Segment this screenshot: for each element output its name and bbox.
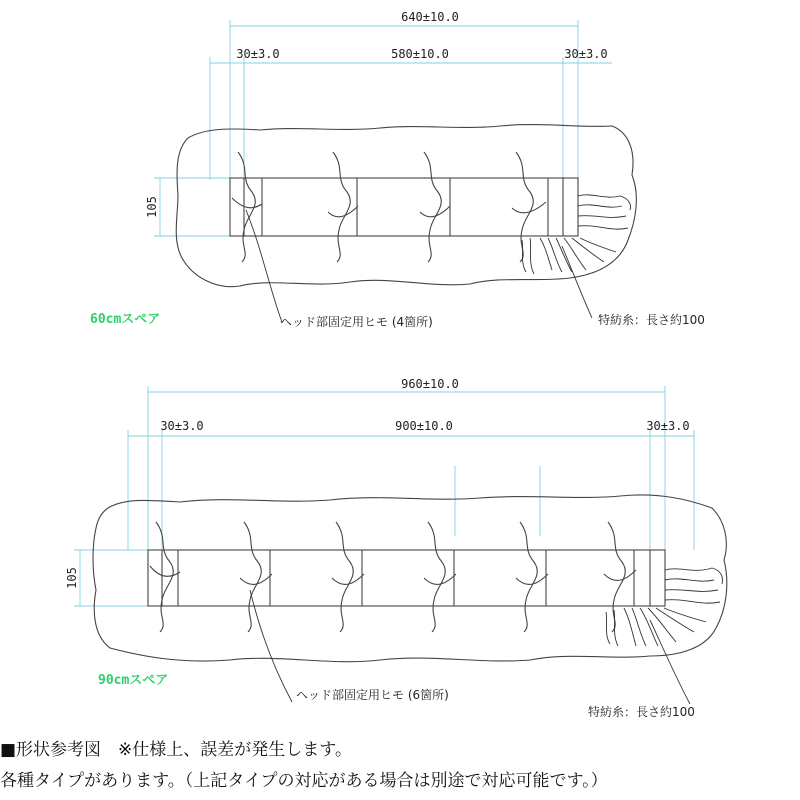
- mop-outline: [93, 495, 727, 662]
- spare-label: 90cmスペア: [98, 673, 169, 688]
- head-frame: [148, 550, 665, 606]
- thread-note: 特紡糸：長さ約100: [588, 705, 695, 719]
- tie-callout-line: [246, 210, 282, 322]
- tie-note: ヘッド部固定用ヒモ (4箇所): [280, 315, 433, 329]
- overall-width-dim: 640±10.0: [401, 10, 459, 24]
- center-width-dim: 580±10.0: [391, 47, 449, 61]
- overall-width-dim: 960±10.0: [401, 377, 459, 391]
- thread-note: 特紡糸：長さ約100: [598, 313, 705, 327]
- head-ties: [150, 522, 636, 632]
- tie-note: ヘッド部固定用ヒモ (6箇所): [296, 688, 449, 702]
- left-margin-dim: 30±3.0: [160, 419, 204, 433]
- shape-reference-note: ■形状参考図 ※仕様上、誤差が発生します。: [0, 740, 352, 760]
- spare-label: 60cmスペア: [90, 312, 161, 327]
- head-ties: [232, 152, 546, 262]
- left-margin-dim: 30±3.0: [236, 47, 280, 61]
- right-margin-dim: 30±3.0: [564, 47, 608, 61]
- height-dim: 105: [65, 567, 79, 589]
- height-dim: 105: [145, 196, 159, 218]
- diagram-90cm: [65, 377, 727, 719]
- diagram-60cm: [90, 10, 705, 329]
- thread-callout-line: [650, 620, 690, 704]
- custom-types-note: 各種タイプがあります。（上記タイプの対応がある場合は別途で対応可能です。）: [0, 771, 608, 791]
- center-width-dim: 900±10.0: [395, 419, 453, 433]
- tie-callout-line: [250, 590, 292, 702]
- right-margin-dim: 30±3.0: [646, 419, 690, 433]
- thread-fringe: [522, 195, 631, 274]
